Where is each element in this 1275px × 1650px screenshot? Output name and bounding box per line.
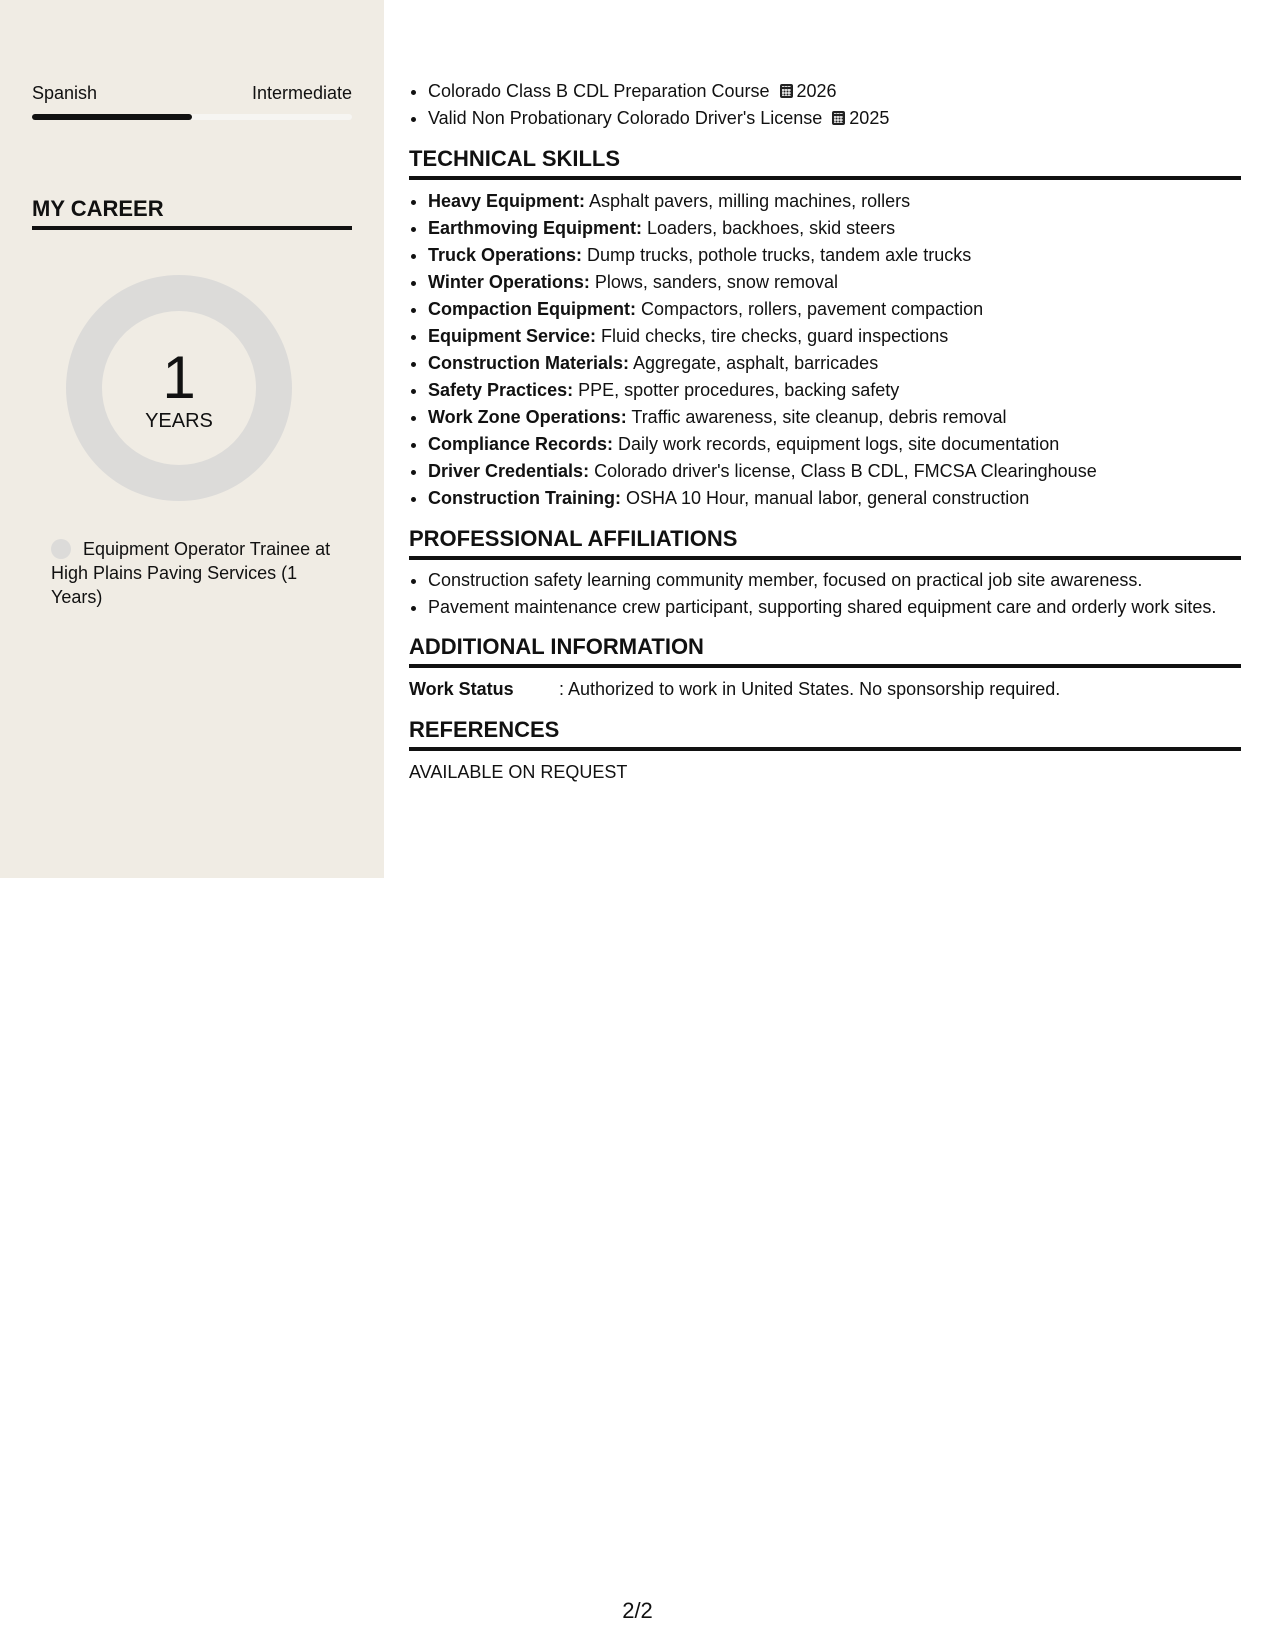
certification-item: [428, 105, 1241, 132]
skill-label: Work Zone Operations:: [428, 407, 627, 427]
skill-item: [428, 485, 1241, 512]
skill-text: Aggregate, asphalt, barricades: [629, 353, 879, 373]
language-proficiency-fill: [32, 114, 192, 120]
language-level: Intermediate: [251, 83, 352, 103]
career-item-text: Equipment Operator Trainee at High Plains Paving Services (1 Years): [51, 539, 331, 607]
career-item: [51, 537, 336, 609]
career-heading: MY CAREER: [32, 196, 352, 230]
calendar-icon: [780, 84, 793, 98]
skill-item: [428, 404, 1241, 431]
work-status-label: Work Status: [409, 679, 514, 699]
skill-label: Compaction Equipment:: [428, 299, 636, 319]
skill-label: Safety Practices:: [428, 380, 574, 400]
certifications-list: [409, 78, 1241, 132]
skill-label: Heavy Equipment:: [428, 191, 586, 211]
affiliations-heading: PROFESSIONAL AFFILIATIONS: [409, 526, 1241, 560]
skill-label: Winter Operations:: [428, 272, 590, 292]
affiliation-item: • Pavement maintenance crew participant, supporting shared equipment care and orderly work sites.: [428, 595, 1241, 620]
calendar-icon: [832, 111, 845, 125]
skill-item: [428, 323, 1241, 350]
references-text: AVAILABLE ON REQUEST: [409, 762, 628, 782]
skill-text: PPE, spotter procedures, backing safety: [573, 380, 900, 400]
skill-text: Compactors, rollers, pavement compaction: [636, 299, 984, 319]
skill-label: Driver Credentials:: [428, 461, 590, 481]
language-proficiency-bar: [32, 114, 352, 120]
skill-text: Daily work records, equipment logs, site documentation: [613, 434, 1060, 454]
career-dot-icon: [51, 539, 71, 559]
technical-skills-list: [409, 188, 1241, 512]
affiliation-item: • Construction safety learning community member, focused on practical job site awareness.: [428, 568, 1241, 593]
skill-item: [428, 296, 1241, 323]
certification-item: [428, 78, 1241, 105]
skill-item: [428, 431, 1241, 458]
skill-text: Fluid checks, tire checks, guard inspections: [596, 326, 949, 346]
language-row: [32, 82, 352, 104]
skill-text: Plows, sanders, snow removal: [589, 272, 838, 292]
references-heading: REFERENCES: [409, 717, 1241, 751]
skill-item: [428, 242, 1241, 269]
skill-text: OSHA 10 Hour, manual labor, general construction: [621, 488, 1030, 508]
certification-name: Colorado Class B CDL Preparation Course: [428, 81, 770, 101]
skill-item: [428, 350, 1241, 377]
certification-year: 2025: [849, 108, 890, 128]
skill-label: Construction Materials:: [428, 353, 630, 373]
additional-info-heading: ADDITIONAL INFORMATION: [409, 634, 1241, 668]
skill-item: [428, 269, 1241, 296]
technical-skills-heading: TECHNICAL SKILLS: [409, 146, 1241, 180]
skill-item: [428, 377, 1241, 404]
skill-label: Construction Training:: [428, 488, 621, 508]
work-status-value: : Authorized to work in United States. No sponsorship required.: [559, 679, 1061, 699]
career-years-label: YEARS: [145, 410, 213, 432]
skill-label: Earthmoving Equipment:: [428, 218, 643, 238]
sidebar: [0, 0, 384, 878]
skill-item: [428, 458, 1241, 485]
skill-text: Dump trucks, pothole trucks, tandem axle trucks: [582, 245, 972, 265]
work-status-row: [409, 676, 1241, 703]
skill-text: Loaders, backhoes, skid steers: [642, 218, 896, 238]
career-years-number: 1: [162, 344, 196, 411]
certification-year: 2026: [796, 81, 837, 101]
skill-label: Equipment Service:: [428, 326, 597, 346]
skill-label: Compliance Records:: [428, 434, 614, 454]
language-name: Spanish: [32, 83, 98, 103]
skill-item: [428, 215, 1241, 242]
skill-label: Truck Operations:: [428, 245, 583, 265]
affiliations-list: [409, 568, 1241, 620]
page-number: 2/2: [622, 1598, 653, 1623]
skill-text: Asphalt pavers, milling machines, rollers: [585, 191, 911, 211]
skill-text: Traffic awareness, site cleanup, debris removal: [626, 407, 1007, 427]
skill-item: [428, 188, 1241, 215]
main-content: [409, 78, 1241, 786]
certification-name: Valid Non Probationary Colorado Driver's License: [428, 108, 823, 128]
skill-text: Colorado driver's license, Class B CDL, FMCSA Clearinghouse: [589, 461, 1097, 481]
